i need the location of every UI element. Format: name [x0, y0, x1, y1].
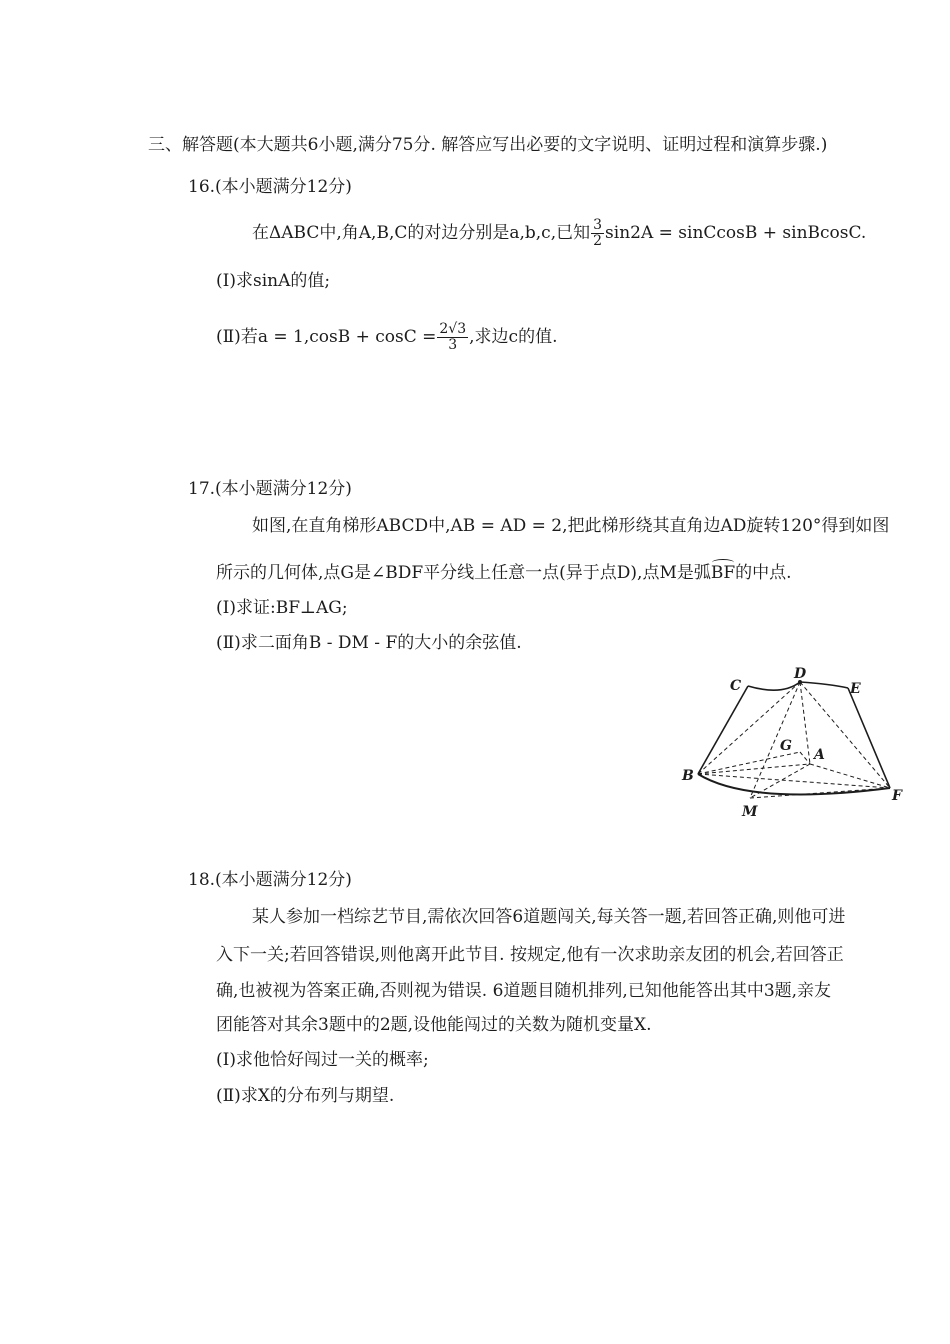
- edge-df: [800, 682, 890, 788]
- label-g: G: [780, 738, 792, 754]
- q17-geometry-figure: [670, 660, 910, 830]
- q17-line2-text: 所示的几何体,点G是∠BDF平分线上任意一点(异于点D),点M是弧: [216, 563, 711, 583]
- edge-cb: [698, 686, 748, 774]
- edge-da: [800, 682, 810, 764]
- q16-part2-text: (Ⅱ)若a = 1,cosB + cosC =: [216, 327, 437, 347]
- q16-stem: [252, 218, 866, 249]
- q16-part2-tail: ,求边c的值.: [469, 327, 558, 347]
- label-b: B: [682, 768, 694, 784]
- q17-line1: 如图,在直角梯形ABCD中,AB = AD = 2,把此梯形绕其直角边AD旋转120°得到如图: [252, 516, 890, 536]
- q18-line4: 团能答对其余3题中的2题,设他能闯过的关数为随机变量X.: [216, 1015, 652, 1035]
- q17-part1: (Ⅰ)求证:BF⊥AG;: [216, 598, 348, 618]
- q16-title: 16.(本小题满分12分): [188, 177, 352, 197]
- q18-line3: 确,也被视为答案正确,否则视为错误. 6道题目随机排列,已知他能答出其中3题,亲友: [216, 981, 832, 1001]
- q18-line1: 某人参加一档综艺节目,需依次回答6道题闯关,每关答一题,若回答正确,则他可进: [252, 907, 846, 927]
- q16-stem-frac-den: 2: [593, 233, 603, 249]
- arc-bf: [711, 562, 735, 584]
- label-c: C: [730, 678, 742, 694]
- edge-bg: [698, 752, 800, 774]
- q18-title: 18.(本小题满分12分): [188, 870, 352, 890]
- q16-part1: (Ⅰ)求sinA的值;: [216, 271, 331, 291]
- q16-stem-text: 在ΔABC中,角A,B,C的对边分别是a,b,c,已知: [252, 223, 591, 243]
- frustum-diagram: [670, 660, 910, 830]
- q17-title: 17.(本小题满分12分): [188, 479, 352, 499]
- q18-part1: (Ⅰ)求他恰好闯过一关的概率;: [216, 1050, 429, 1070]
- q17-line2-tail: 的中点.: [735, 563, 792, 583]
- edge-am: [750, 764, 810, 798]
- q16-stem-frac-num: 3: [593, 217, 603, 233]
- q16-stem-fraction: [591, 218, 604, 249]
- bottom-arc: [698, 774, 890, 794]
- arc-mark-icon: [712, 559, 734, 566]
- q16-part2: [216, 322, 557, 353]
- arc-bf-label: BF: [710, 563, 736, 583]
- q16-part2-fraction: [437, 322, 468, 353]
- edge-db: [698, 682, 800, 774]
- q16-part2-frac-num: 2√3: [439, 321, 467, 337]
- section-heading: 三、解答题(本大题共6小题,满分75分. 解答应写出必要的文字说明、证明过程和演算步骤.): [148, 135, 828, 155]
- label-a: A: [814, 747, 825, 763]
- q16-part2-frac-den: 3: [448, 337, 458, 353]
- edge-ef: [848, 688, 890, 788]
- q18-line2: 入下一关;若回答错误,则他离开此节目. 按规定,他有一次求助亲友团的机会,若回答正: [216, 945, 844, 965]
- q17-part2: (Ⅱ)求二面角B - DM - F的大小的余弦值.: [216, 633, 522, 653]
- label-d: D: [794, 666, 807, 682]
- label-e: E: [850, 681, 861, 697]
- q18-part2: (Ⅱ)求X的分布列与期望.: [216, 1086, 395, 1106]
- edge-af: [810, 764, 890, 788]
- label-m: M: [742, 804, 758, 820]
- edge-ba: [698, 764, 810, 774]
- q16-stem-equation: sin2A = sinCcosB + sinBcosC.: [605, 223, 867, 243]
- label-f: F: [892, 788, 902, 804]
- q17-line2: [216, 562, 792, 584]
